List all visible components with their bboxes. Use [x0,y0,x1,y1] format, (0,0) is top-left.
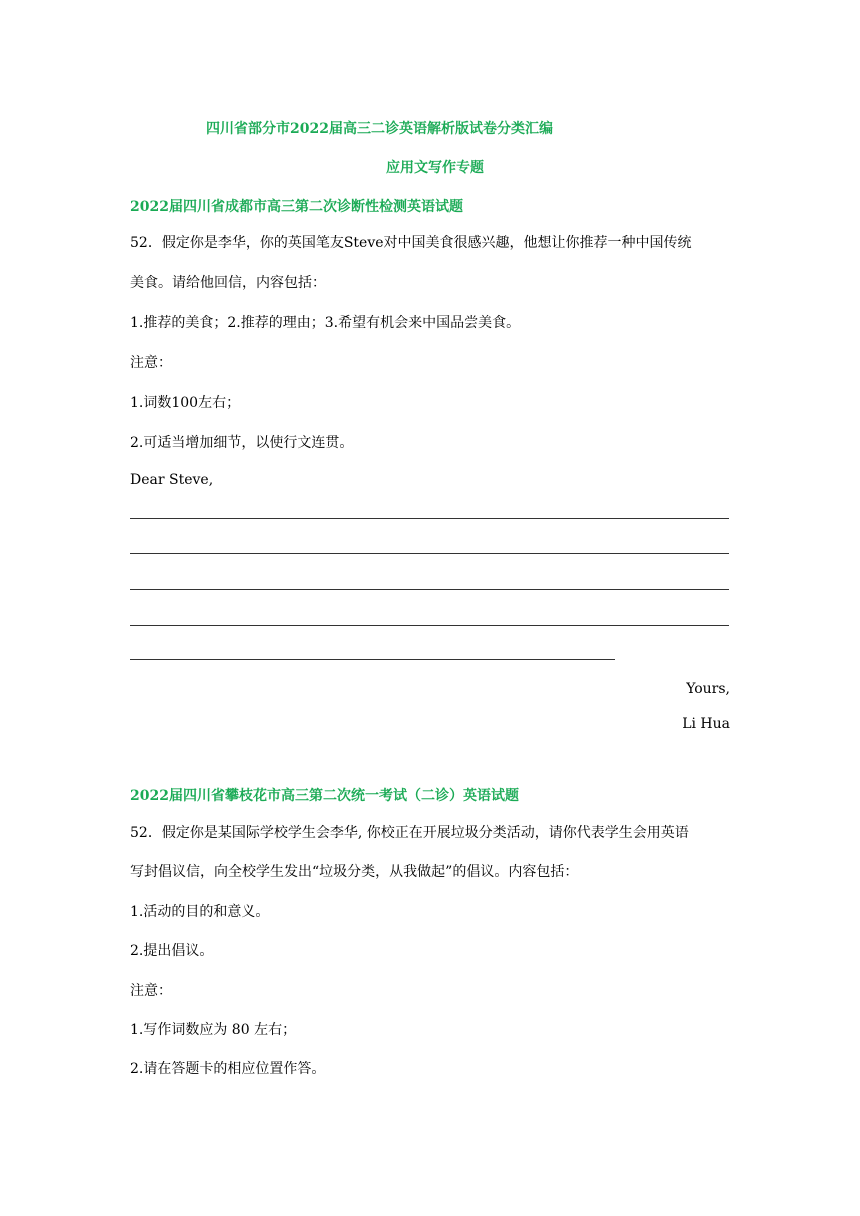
section1-question-line1: 52．假定你是李华，你的英国笔友Steve对中国美食很感兴趣，他想让你推荐一种中国传统 [130,235,692,251]
section1-note2: 2.可适当增加细节，以使行文连贯。 [130,435,354,451]
answer-line [130,518,729,519]
document-subtitle: 应用文写作专题 [386,160,484,176]
section2-note1: 1.写作词数应为 80 左右； [130,1022,297,1038]
letter-signature: Li Hua [682,716,730,732]
section2-note2: 2.请在答题卡的相应位置作答。 [130,1061,326,1077]
answer-line [130,589,729,590]
answer-line [130,625,729,626]
section1-question-line2: 美食。请给他回信，内容包括： [130,275,326,291]
section2-question-line2: 写封倡议信，向全校学生发出“垃圾分类，从我做起”的倡议。内容包括： [130,864,579,880]
section2-note-label: 注意： [130,983,172,999]
letter-closing: Yours, [686,681,730,697]
section1-points: 1.推荐的美食；2.推荐的理由；3.希望有机会来中国品尝美食。 [130,315,521,331]
section2-point1: 1.活动的目的和意义。 [130,904,270,920]
section1-note1: 1.词数100左右； [130,395,241,411]
section2-question-line1: 52．假定你是某国际学校学生会李华, 你校正在开展垃圾分类活动，请你代表学生会用英语 [130,825,689,841]
section1-heading: 2022届四川省成都市高三第二次诊断性检测英语试题 [130,199,463,215]
section1-note-label: 注意： [130,355,172,371]
document-title: 四川省部分市2022届高三二诊英语解析版试卷分类汇编 [206,121,553,137]
answer-line [130,553,729,554]
letter-greeting: Dear Steve, [130,472,214,488]
section2-point2: 2.提出倡议。 [130,943,214,959]
section2-heading: 2022届四川省攀枝花市高三第二次统一考试（二诊）英语试题 [130,788,519,804]
answer-line [130,659,615,660]
